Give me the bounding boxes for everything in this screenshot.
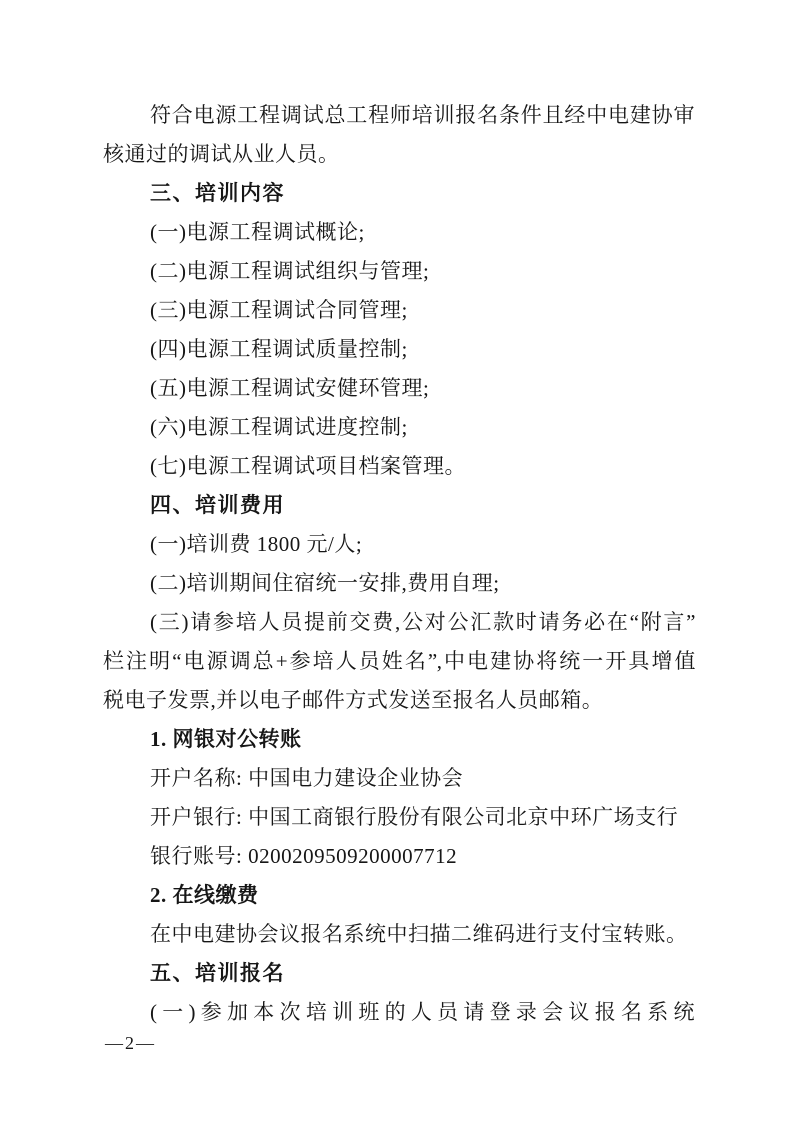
section-heading: 四、培训费用 [150, 494, 285, 517]
list-item: (四)电源工程调试质量控制; [150, 337, 408, 361]
subsection-heading: 1. 网银对公转账 [150, 727, 302, 751]
bank-account-number-line: 银行账号: 0200209509200007712 [150, 844, 458, 868]
paragraph-line: 符合电源工程调试总工程师培训报名条件且经中电建协审 [150, 103, 695, 127]
document-body [103, 96, 695, 1032]
list-item: (一)培训费 1800 元/人; [150, 532, 363, 556]
subsection-heading: 2. 在线缴费 [150, 883, 259, 907]
section-heading: 五、培训报名 [150, 962, 285, 985]
list-item: (五)电源工程调试安健环管理; [150, 376, 430, 400]
bank-name-line: 开户银行: 中国工商银行股份有限公司北京中环广场支行 [150, 805, 679, 829]
list-item: (六)电源工程调试进度控制; [150, 415, 408, 439]
paragraph-line: 在中电建协会议报名系统中扫描二维码进行支付宝转账。 [150, 922, 688, 946]
list-item: (三)电源工程调试合同管理; [150, 298, 408, 322]
section-heading: 三、培训内容 [150, 182, 285, 205]
list-item: (一)电源工程调试概论; [150, 220, 365, 244]
list-item: (七)电源工程调试项目档案管理。 [150, 454, 466, 478]
list-item: (二)电源工程调试组织与管理; [150, 259, 430, 283]
paragraph-line: (三)请参培人员提前交费,公对公汇款时请务必在“附言” [150, 610, 695, 634]
paragraph-line: (一)参加本次培训班的人员请登录会议报名系统 [150, 1000, 695, 1024]
list-item: (二)培训期间住宿统一安排,费用自理; [150, 571, 500, 595]
paragraph-line: 税电子发票,并以电子邮件方式发送至报名人员邮箱。 [103, 688, 604, 712]
paragraph-line: 栏注明“电源调总+参培人员姓名”,中电建协将统一开具增值 [103, 649, 695, 673]
page-number: —2— [105, 1033, 156, 1053]
paragraph-line: 核通过的调试从业人员。 [103, 142, 340, 166]
bank-account-name-line: 开户名称: 中国电力建设企业协会 [150, 766, 464, 790]
